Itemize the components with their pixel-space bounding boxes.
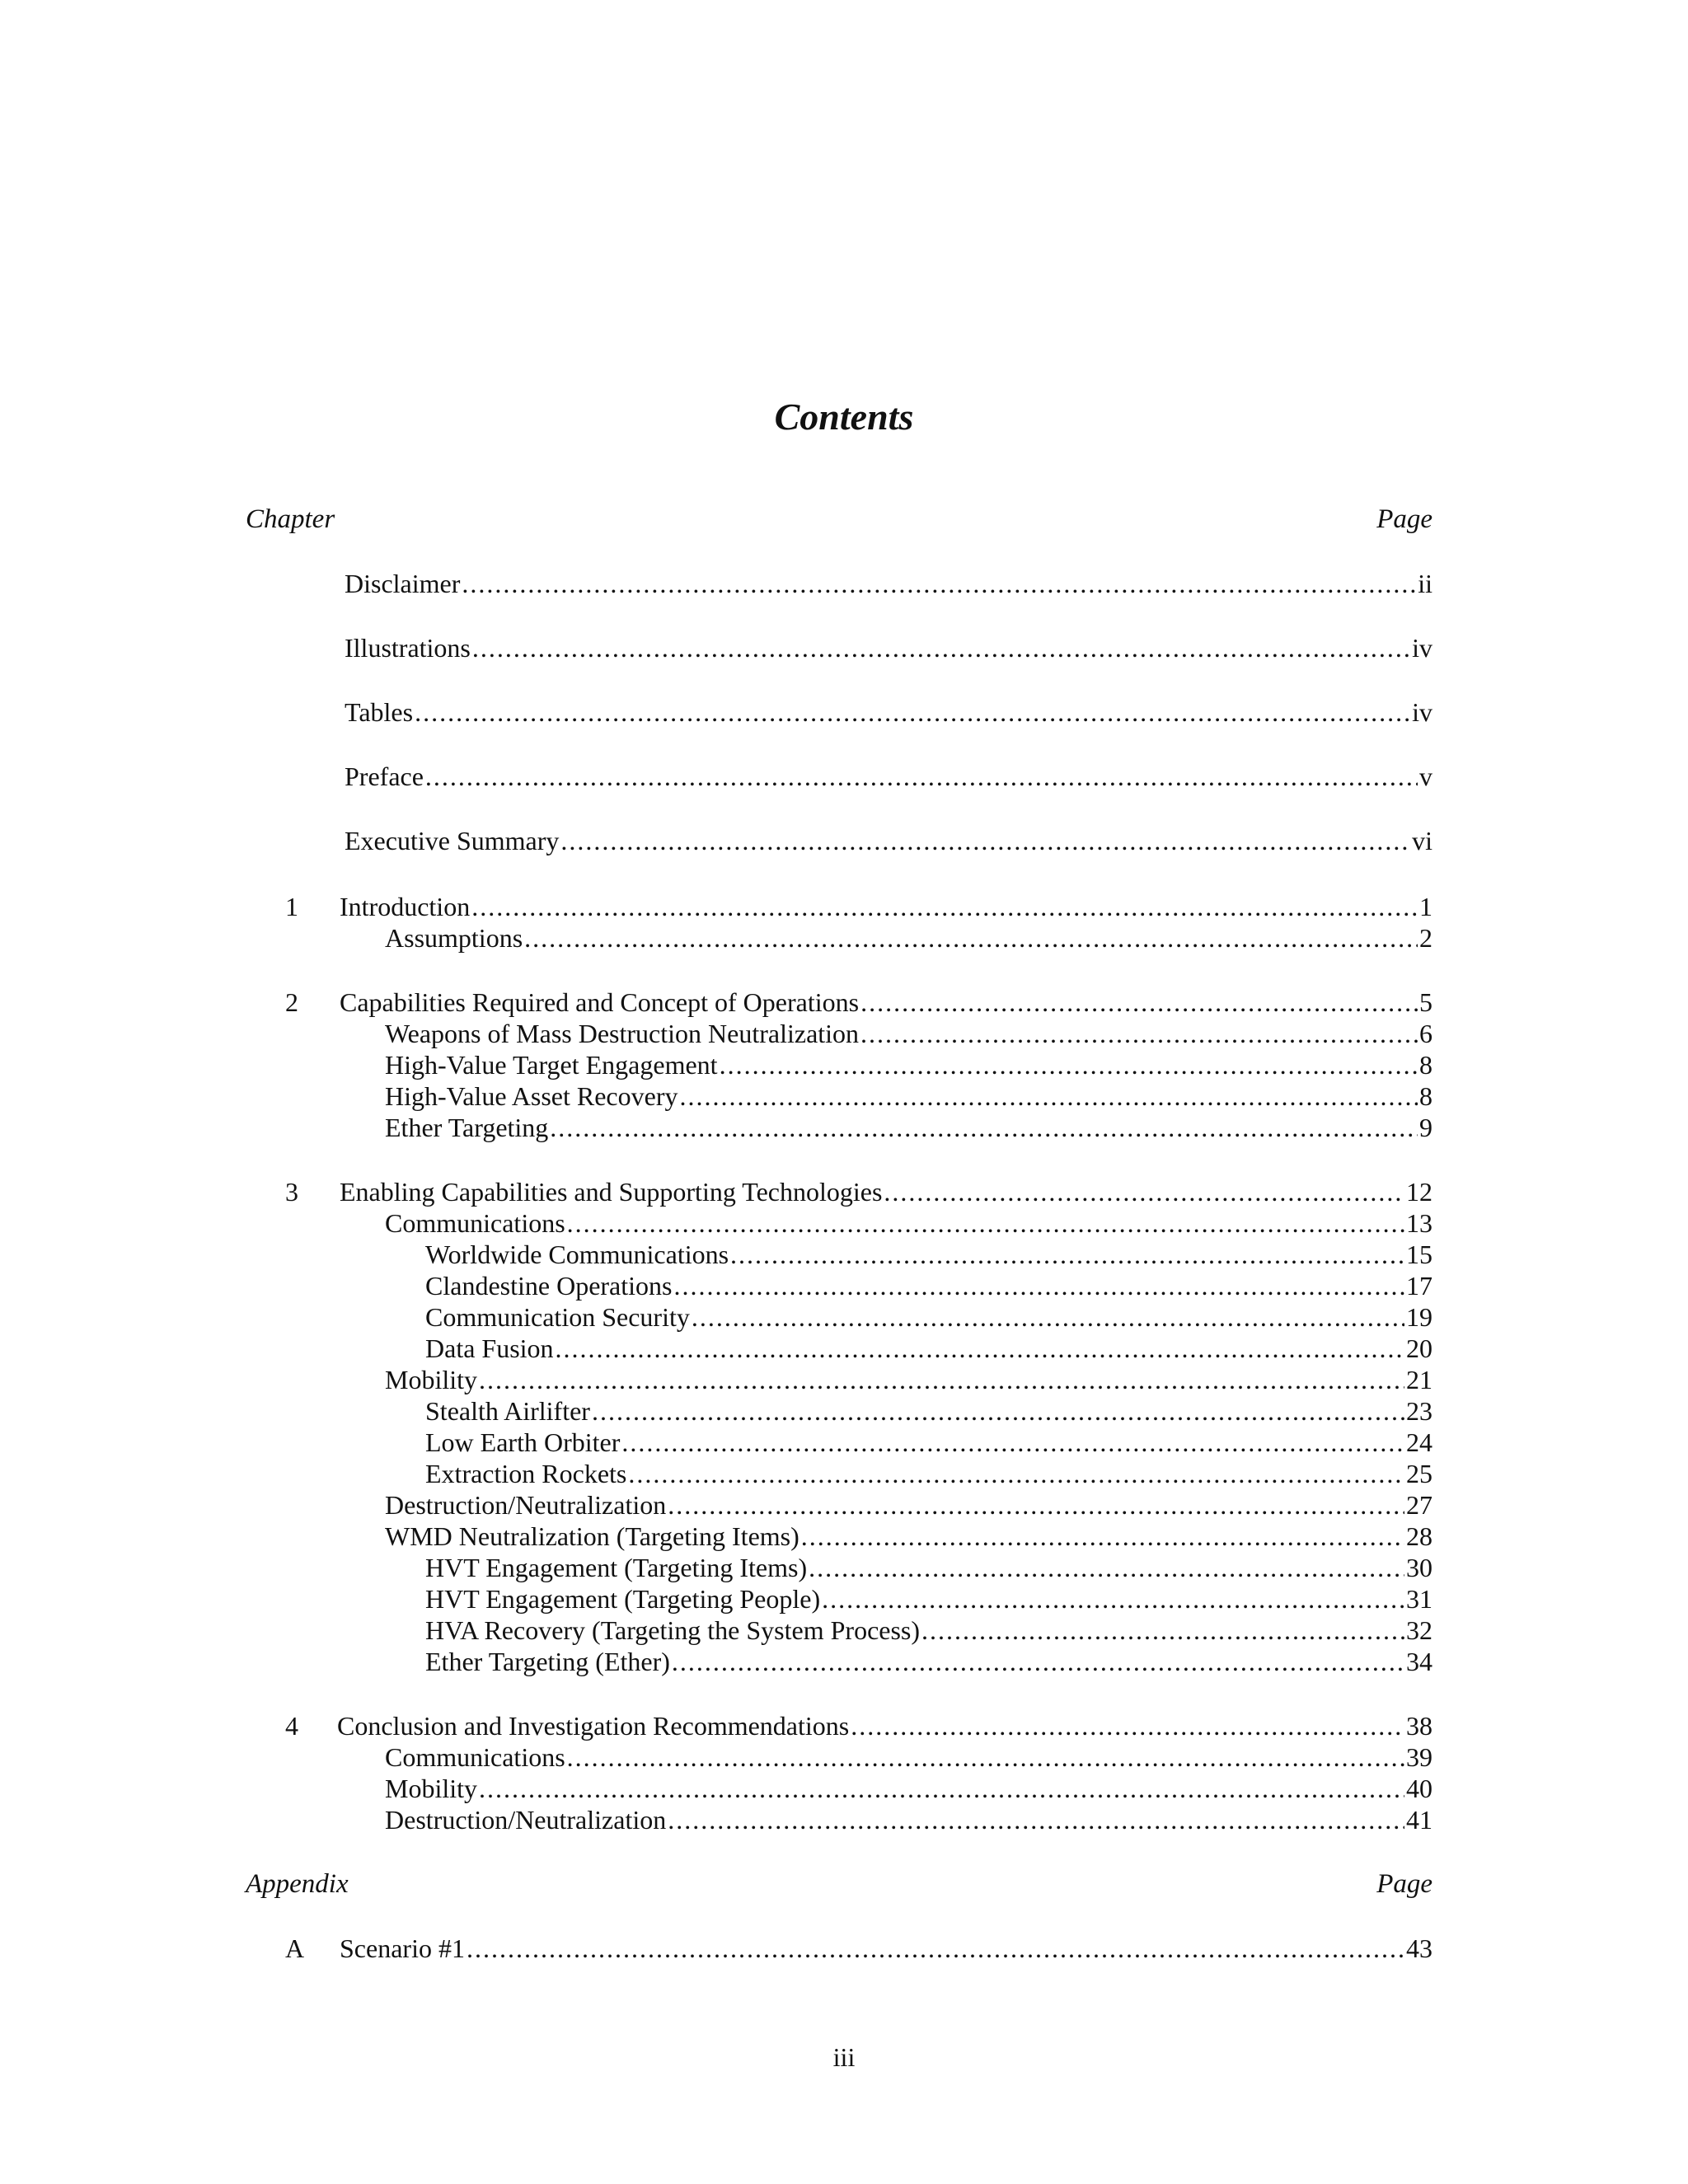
toc-entry-page: 19 bbox=[1406, 1302, 1432, 1332]
chapter-number: 1 bbox=[285, 892, 298, 921]
dot-leader bbox=[822, 1582, 1404, 1615]
dot-leader bbox=[809, 1551, 1404, 1584]
dot-leader bbox=[462, 567, 1416, 600]
dot-leader bbox=[668, 1488, 1404, 1521]
toc-entry-tables[interactable] bbox=[345, 696, 1432, 729]
toc-subsection-low-earth-orbiter[interactable] bbox=[425, 1426, 1432, 1459]
toc-entry-label: Low Earth Orbiter bbox=[425, 1427, 621, 1457]
toc-entry-label: Destruction/Neutralization bbox=[385, 1805, 667, 1835]
toc-entry-page: 39 bbox=[1406, 1742, 1432, 1772]
chapter-column-header: Chapter bbox=[246, 504, 335, 534]
toc-entry-page: 8 bbox=[1419, 1050, 1432, 1080]
toc-section-mobility-4[interactable] bbox=[385, 1772, 1432, 1805]
toc-entry-page: 25 bbox=[1406, 1459, 1432, 1488]
toc-subsection-hvt-engagement-items[interactable] bbox=[425, 1551, 1432, 1584]
page-column-header: Page bbox=[1376, 504, 1432, 534]
toc-section-hva-recovery[interactable] bbox=[385, 1080, 1432, 1113]
toc-entry-label: Introduction bbox=[340, 892, 471, 921]
toc-entry-page: 30 bbox=[1406, 1553, 1432, 1582]
dot-leader bbox=[471, 890, 1418, 923]
dot-leader bbox=[479, 1772, 1404, 1805]
toc-section-destruction-neutralization[interactable] bbox=[385, 1488, 1432, 1521]
dot-leader bbox=[621, 1426, 1404, 1459]
toc-entry-label: Enabling Capabilities and Supporting Technologies bbox=[340, 1177, 883, 1207]
toc-section-destruction-neutralization-4[interactable] bbox=[385, 1803, 1432, 1836]
toc-chapter-1[interactable] bbox=[340, 890, 1432, 923]
dot-leader bbox=[860, 1017, 1418, 1050]
toc-appendix-a[interactable] bbox=[340, 1932, 1432, 1965]
toc-entry-label: Worldwide Communications bbox=[425, 1240, 729, 1269]
toc-entry-label: Assumptions bbox=[385, 923, 523, 953]
toc-entry-page: 9 bbox=[1419, 1113, 1432, 1142]
dot-leader bbox=[730, 1238, 1404, 1271]
toc-entry-disclaimer[interactable] bbox=[345, 567, 1432, 600]
toc-section-assumptions[interactable] bbox=[385, 921, 1432, 954]
toc-subsection-hva-recovery[interactable] bbox=[425, 1614, 1432, 1647]
toc-entry-label: Capabilities Required and Concept of Operations bbox=[340, 987, 860, 1017]
toc-entry-page: 6 bbox=[1419, 1019, 1432, 1048]
toc-section-mobility[interactable] bbox=[385, 1363, 1432, 1396]
toc-entry-page: 13 bbox=[1406, 1208, 1432, 1238]
toc-subsection-stealth-airlifter[interactable] bbox=[425, 1394, 1432, 1427]
appendix-page-column-header: Page bbox=[1376, 1869, 1432, 1899]
dot-leader bbox=[884, 1175, 1404, 1208]
dot-leader bbox=[425, 760, 1418, 793]
toc-section-wmd-neutralization-items[interactable] bbox=[385, 1520, 1432, 1553]
toc-entry-label: Stealth Airlifter bbox=[425, 1396, 590, 1426]
dot-leader bbox=[692, 1301, 1404, 1333]
dot-leader bbox=[479, 1363, 1404, 1396]
toc-entry-label: Mobility bbox=[385, 1774, 478, 1803]
dot-leader bbox=[415, 696, 1410, 729]
toc-subsection-ether-targeting[interactable] bbox=[425, 1645, 1432, 1678]
toc-entry-page: 15 bbox=[1406, 1240, 1432, 1269]
toc-entry-label: Tables bbox=[345, 697, 414, 727]
toc-entry-label: Clandestine Operations bbox=[425, 1271, 673, 1301]
toc-subsection-hvt-engagement-people[interactable] bbox=[425, 1582, 1432, 1615]
toc-entry-page: 17 bbox=[1406, 1271, 1432, 1301]
toc-subsection-worldwide-communications[interactable] bbox=[425, 1238, 1432, 1271]
dot-leader bbox=[567, 1207, 1404, 1240]
toc-entry-page: 27 bbox=[1406, 1490, 1432, 1520]
toc-entry-label: Mobility bbox=[385, 1365, 478, 1394]
dot-leader bbox=[560, 824, 1410, 857]
toc-entry-label: Communications bbox=[385, 1208, 565, 1238]
toc-entry-page: ii bbox=[1418, 569, 1432, 598]
toc-section-ether-targeting[interactable] bbox=[385, 1111, 1432, 1144]
toc-entry-label: Data Fusion bbox=[425, 1333, 554, 1363]
toc-chapter-4[interactable] bbox=[337, 1709, 1432, 1742]
toc-entry-page: 41 bbox=[1406, 1805, 1432, 1835]
chapter-number: 4 bbox=[285, 1711, 298, 1741]
toc-entry-page: 32 bbox=[1406, 1615, 1432, 1645]
dot-leader bbox=[556, 1332, 1404, 1365]
toc-entry-page: 1 bbox=[1419, 892, 1432, 921]
toc-entry-label: Communications bbox=[385, 1742, 565, 1772]
dot-leader bbox=[851, 1709, 1404, 1742]
page-number: iii bbox=[832, 2042, 856, 2072]
toc-entry-page: iv bbox=[1412, 697, 1432, 727]
toc-entry-label: Executive Summary bbox=[345, 826, 560, 855]
toc-entry-label: HVA Recovery (Targeting the System Process) bbox=[425, 1615, 921, 1645]
toc-entry-illustrations[interactable] bbox=[345, 631, 1432, 664]
toc-entry-page: 20 bbox=[1406, 1333, 1432, 1363]
toc-entry-page: 12 bbox=[1406, 1177, 1432, 1207]
dot-leader bbox=[860, 986, 1418, 1019]
toc-subsection-clandestine-operations[interactable] bbox=[425, 1269, 1432, 1302]
toc-chapter-2[interactable] bbox=[340, 986, 1432, 1019]
toc-entry-label: HVT Engagement (Targeting Items) bbox=[425, 1553, 808, 1582]
toc-entry-page: 23 bbox=[1406, 1396, 1432, 1426]
toc-subsection-data-fusion[interactable] bbox=[425, 1332, 1432, 1365]
toc-entry-label: Destruction/Neutralization bbox=[385, 1490, 667, 1520]
toc-entry-preface[interactable] bbox=[345, 760, 1432, 793]
dot-leader bbox=[801, 1520, 1404, 1553]
dot-leader bbox=[668, 1803, 1404, 1836]
toc-entry-page: 21 bbox=[1406, 1365, 1432, 1394]
toc-entry-label: Extraction Rockets bbox=[425, 1459, 627, 1488]
toc-entry-page: 31 bbox=[1406, 1584, 1432, 1614]
toc-entry-label: Disclaimer bbox=[345, 569, 461, 598]
toc-entry-page: 8 bbox=[1419, 1081, 1432, 1111]
toc-entry-page: v bbox=[1419, 762, 1432, 791]
toc-entry-label: WMD Neutralization (Targeting Items) bbox=[385, 1521, 799, 1551]
toc-entry-executive-summary[interactable] bbox=[345, 824, 1432, 857]
dot-leader bbox=[550, 1111, 1418, 1144]
toc-entry-page: 5 bbox=[1419, 987, 1432, 1017]
toc-entry-label: Illustrations bbox=[345, 633, 471, 663]
toc-entry-page: 34 bbox=[1406, 1647, 1432, 1676]
toc-entry-label: High-Value Asset Recovery bbox=[385, 1081, 678, 1111]
toc-entry-page: 2 bbox=[1419, 923, 1432, 953]
dot-leader bbox=[679, 1080, 1418, 1113]
toc-entry-label: Conclusion and Investigation Recommendations bbox=[337, 1711, 850, 1741]
dot-leader bbox=[921, 1614, 1404, 1647]
toc-entry-label: Ether Targeting (Ether) bbox=[425, 1647, 670, 1676]
toc-entry-label: HVT Engagement (Targeting People) bbox=[425, 1584, 821, 1614]
toc-section-hvt-engagement[interactable] bbox=[385, 1048, 1432, 1081]
toc-section-communications[interactable] bbox=[385, 1207, 1432, 1240]
dot-leader bbox=[720, 1048, 1418, 1081]
toc-entry-label: Preface bbox=[345, 762, 424, 791]
page-title: Contents bbox=[774, 396, 914, 438]
dot-leader bbox=[524, 921, 1418, 954]
toc-chapter-3[interactable] bbox=[340, 1175, 1432, 1208]
appendix-letter: A bbox=[285, 1933, 305, 1963]
toc-entry-label: Communication Security bbox=[425, 1302, 690, 1332]
toc-entry-page: 38 bbox=[1406, 1711, 1432, 1741]
toc-section-wmd-neutralization[interactable] bbox=[385, 1017, 1432, 1050]
toc-entry-page: vi bbox=[1412, 826, 1432, 855]
appendix-column-header: Appendix bbox=[246, 1869, 349, 1899]
toc-entry-page: 24 bbox=[1406, 1427, 1432, 1457]
toc-subsection-communication-security[interactable] bbox=[425, 1301, 1432, 1333]
toc-subsection-extraction-rockets[interactable] bbox=[425, 1457, 1432, 1490]
toc-entry-label: Scenario #1 bbox=[340, 1933, 465, 1963]
toc-section-communications-4[interactable] bbox=[385, 1741, 1432, 1774]
dot-leader bbox=[592, 1394, 1404, 1427]
dot-leader bbox=[567, 1741, 1404, 1774]
toc-entry-page: 28 bbox=[1406, 1521, 1432, 1551]
chapter-number: 2 bbox=[285, 987, 298, 1017]
dot-leader bbox=[472, 631, 1410, 664]
toc-entry-label: Weapons of Mass Destruction Neutralization bbox=[385, 1019, 860, 1048]
dot-leader bbox=[672, 1645, 1404, 1678]
dot-leader bbox=[467, 1932, 1404, 1965]
toc-entry-page: 40 bbox=[1406, 1774, 1432, 1803]
toc-entry-page: 43 bbox=[1406, 1933, 1432, 1963]
toc-entry-label: Ether Targeting bbox=[385, 1113, 549, 1142]
toc-entry-page: iv bbox=[1412, 633, 1432, 663]
dot-leader bbox=[673, 1269, 1404, 1302]
dot-leader bbox=[628, 1457, 1404, 1490]
chapter-number: 3 bbox=[285, 1177, 298, 1207]
toc-entry-label: High-Value Target Engagement bbox=[385, 1050, 718, 1080]
